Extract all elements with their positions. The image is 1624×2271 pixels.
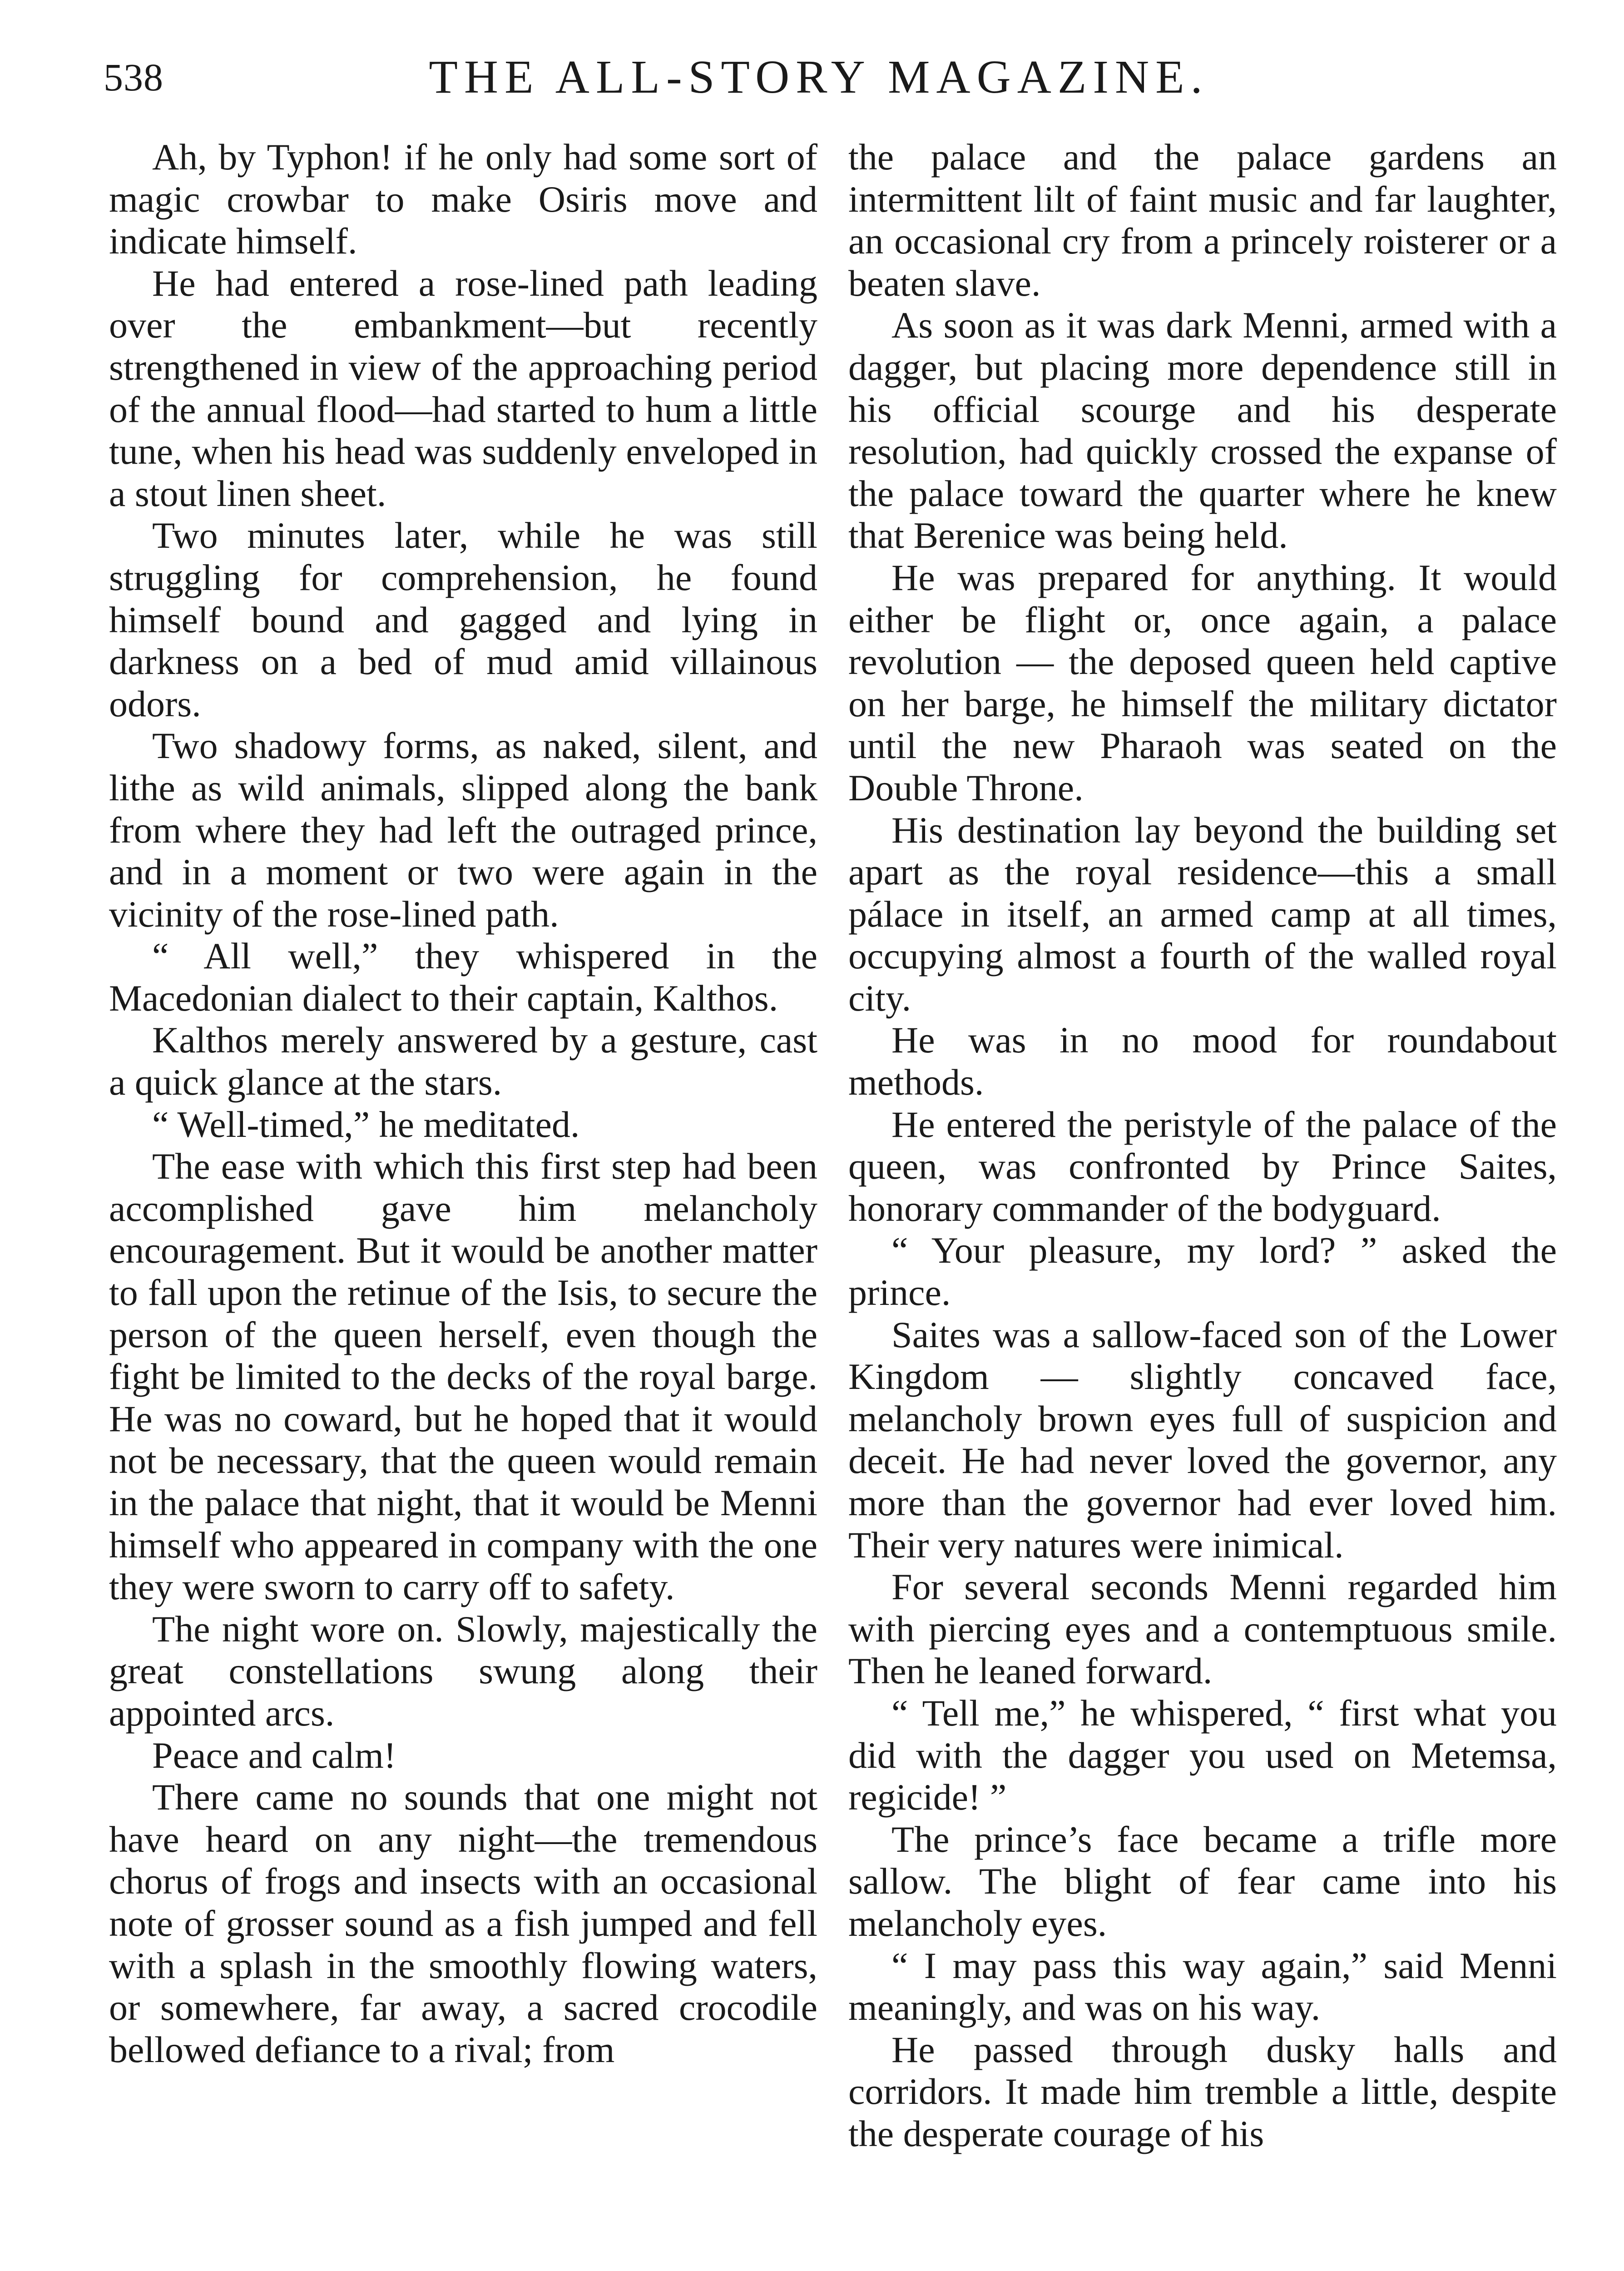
paragraph: Peace and calm!: [152, 1734, 396, 1776]
paragraph: The prince’s face became a trifle more sallow. The blight of fear came into his melancholy eyes.: [848, 1818, 1557, 1944]
paragraph: He had entered a rose-lined path leading over the embankment—but recently strengthened in view of the approaching period of the annual flood—had started to hum a little tune, when his head was suddenly enveloped in a stout linen sheet.: [109, 262, 817, 514]
paragraph: “ Well-timed,” he meditated.: [152, 1103, 580, 1145]
paragraph: For several seconds Menni regarded him with piercing eyes and a contemptuous smile. Then he leaned forward.: [848, 1566, 1557, 1692]
paragraph: Two shadowy forms, as naked, silent, and lithe as wild animals, slipped along the bank from where they had left the outraged prince, and in a moment or two were again in the vicinity of the rose-lined path.: [109, 725, 817, 935]
paragraph: As soon as it was dark Menni, armed with a dagger, but placing more dependence still in his official scourge and his desperate resolution, had quickly crossed the expanse of the palace toward the quarter where he knew that Berenice was being held.: [848, 304, 1557, 556]
paragraph: He passed through dusky halls and corridors. It made him tremble a little, despite the desperate courage of his: [848, 2028, 1557, 2154]
paragraph: The ease with which this first step had been accomplished gave him melancholy encouragement. But it would be another matter to fall upon the retinue of the Isis, to secure the person of the queen herself, even though the fight be limited to the decks of the royal barge. He was no coward, but he hoped that it would not be necessary, that the queen would remain in the palace that night, that it would be Menni himself who appeared in company with the one they were sworn to carry off to safety.: [109, 1145, 817, 1608]
paragraph: There came no sounds that one might not have heard on any night—the tremendous chorus of frogs and insects with an occasional note of grosser sound as a fish jumped and fell with a splash in the smoothly flowing waters, or somewhere, far away, a sacred crocodile bellowed defiance to a rival; from: [109, 1776, 817, 2070]
paragraph: Ah, by Typhon! if he only had some sort of magic crowbar to make Osiris move and indicate himself.: [109, 136, 817, 262]
paragraph: The night wore on. Slowly, majestically the great constellations swung along their appointed arcs.: [109, 1608, 817, 1734]
running-head: THE ALL-STORY MAGAZINE.: [429, 51, 1209, 103]
paragraph: “ Tell me,” he whispered, “ first what you did with the dagger you used on Metemsa, regicide! ”: [848, 1692, 1557, 1818]
paragraph: “ I may pass this way again,” said Menni meaningly, and was on his way.: [848, 1944, 1557, 2028]
paragraph: Kalthos merely answered by a gesture, cast a quick glance at the stars.: [109, 1019, 817, 1103]
paragraph: He was prepared for anything. It would either be flight or, once again, a palace revolution — the deposed queen held captive on her barge, he himself the military dictator until the new Pharaoh was seated on the Double Throne.: [848, 556, 1557, 808]
paragraph: He entered the peristyle of the palace of the queen, was confronted by Prince Saites, honorary commander of the bodyguard.: [848, 1103, 1557, 1229]
paragraph: “ Your pleasure, my lord? ” asked the prince.: [848, 1230, 1557, 1314]
paragraph: Saites was a sallow-faced son of the Lower Kingdom — slightly concaved face, melancholy brown eyes full of suspicion and deceit. He had never loved the governor, any more than the governor had ever loved him. Their very natures were inimical.: [848, 1314, 1557, 1566]
left-column: [109, 136, 817, 2071]
paragraph: Two minutes later, while he was still struggling for comprehension, he found himself bound and gagged and lying in darkness on a bed of mud amid villainous odors.: [109, 515, 817, 724]
paragraph: “ All well,” they whispered in the Macedonian dialect to their captain, Kalthos.: [109, 935, 817, 1019]
paragraph: His destination lay beyond the building set apart as the royal residence—this a small pálace in itself, an armed camp at all times, occupying almost a fourth of the walled royal city.: [848, 809, 1557, 1019]
page-number: 538: [104, 55, 163, 99]
paragraph: He was in no mood for roundabout methods.: [848, 1019, 1557, 1103]
paragraph-continuation: the palace and the palace gardens an intermittent lilt of faint music and far laughter, an occasional cry from a princely roisterer or a beaten slave.: [848, 136, 1557, 304]
page-header: [104, 50, 1534, 118]
right-column: [848, 136, 1557, 2155]
